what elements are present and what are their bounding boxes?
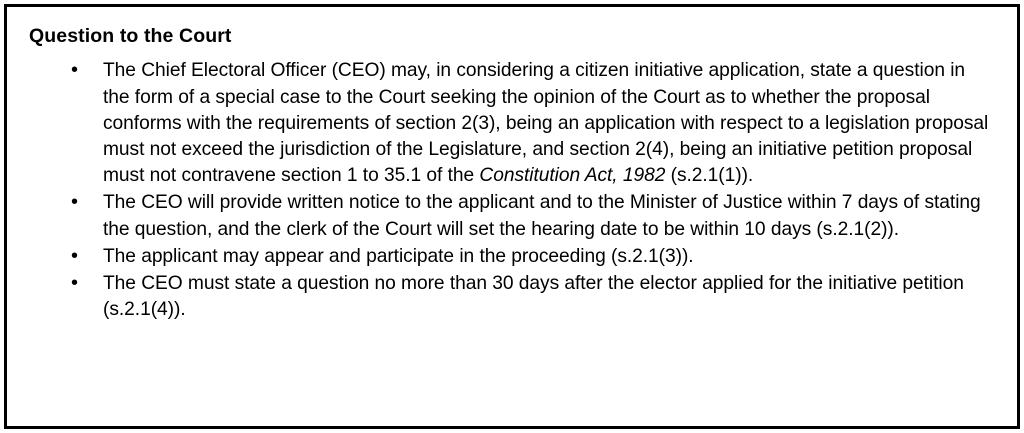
body-text: The CEO must state a question no more than 30 days after the elector applied for the initiative petition (s.2.1(4)). [103, 273, 964, 321]
list-item [65, 271, 989, 323]
body-text: The CEO will provide written notice to the applicant and to the Minister of Justice within 7 days of stating the question, and the clerk of the Court will set the hearing date to be within 10 days (s.2.1(2)). [103, 192, 981, 240]
citation-text: Constitution Act, 1982 [479, 165, 666, 187]
content-frame [4, 4, 1020, 429]
body-text: The Chief Electoral Officer (CEO) may, in considering a citizen initiative application, state a question in the form of a special case to the Court seeking the opinion of the Court as to whether the proposal conforms with the requirements of section 2(3), being an application with respect to a legislation proposal must not exceed the jurisdiction of the Legislature, and section 2(4), being an initiative petition proposal must not contravene section 1 to 35.1 of the [103, 60, 989, 187]
page-title: Question to the Court [29, 25, 232, 47]
body-text: The applicant may appear and participate in the proceeding (s.2.1(3)). [103, 245, 694, 267]
list-item [65, 244, 989, 270]
body-text: (s.2.1(1)). [665, 165, 754, 187]
list-item [65, 58, 989, 189]
list-item [65, 190, 989, 242]
bullet-list [25, 58, 999, 323]
